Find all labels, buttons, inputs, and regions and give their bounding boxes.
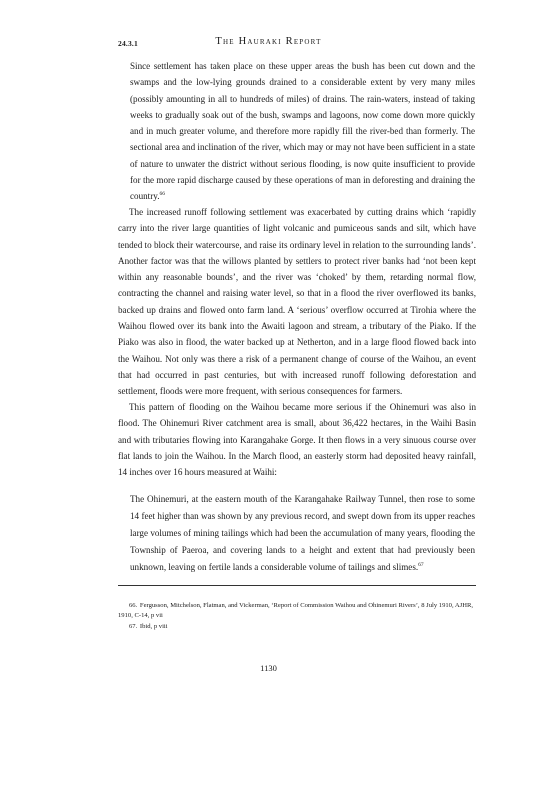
footnote-text: Fergusson, Mitchelson, Flatman, and Vickerman, ‘Report of Commission Waihou and Ohinemuri Rivers’, 8 July 1910, AJHR, 1910, C-14, p vii xyxy=(118,602,474,619)
block-quote-1-text: Since settlement has taken place on these upper areas the bush has been cut down and the swamps and the low-lying grounds drained to a considerable extent by very many miles (possibly amounting in all to hundreds of miles) of drains. The rain-waters, instead of taking weeks to gradually soak out of the bush, swamps and lagoons, now come down more quickly and in much greater volume, and therefore more rapidly fill the river-bed than formerly. The sectional area and inclination of the river, which may or may not have been sufficient in a state of nature to unwater the district without serious flooding, is now quite insufficient to provide for the more rapid discharge caused by these operations of man in deforesting and draining the country. xyxy=(130,61,475,202)
footnotes xyxy=(118,601,476,632)
running-title: The Hauraki Report xyxy=(215,36,322,47)
block-quote-1 xyxy=(130,58,475,205)
body-paragraph-2: This pattern of flooding on the Waihou became more serious if the Ohinemuri was also in flood. The Ohinemuri River catchment area is small, about 36,422 hectares, in the Waihi Basin and with tributaries flowing into Karangahake Gorge. It then flows in a very sinuous course over flat lands to join the Waihou. In the March flood, an easterly storm had deposited heavy rainfall, 14 inches over 16 hours measured at Waihi: xyxy=(118,402,476,478)
footnote-text: Ibid, p viii xyxy=(139,622,168,630)
footnote-divider xyxy=(118,585,476,586)
footnote-67 xyxy=(118,622,476,632)
block-quote-2-text: The Ohinemuri, at the eastern mouth of the Karangahake Railway Tunnel, then rose to some 14 feet higher than was shown by any previous record, and swept down from its upper reaches large volumes of mining tailings which had been the accumulation of many years, flooding the Township of Paeroa, and covering lands to a height and extent that had previously been unknown, leaving on fertile lands a considerable volume of tailings and slimes. xyxy=(130,494,475,572)
footnote-ref-67[interactable]: 67 xyxy=(418,561,424,568)
footnote-66 xyxy=(118,601,476,621)
page-number: 1130 xyxy=(260,663,277,673)
section-number: 24.3.1 xyxy=(118,39,138,48)
block-quote-2 xyxy=(130,491,475,576)
footnote-number: 67. xyxy=(129,622,138,630)
footnote-ref-66[interactable]: 66 xyxy=(159,191,165,198)
body-paragraph-1: The increased runoff following settlement was exacerbated by cutting drains which ‘rapidly carry into the river large quantities of light volcanic and pumiceous sands and silt, which have tended to block their watercourse, and raise its ordinary level in relation to the surrounding lands’. Another factor was that the willows planted by settlers to protect river banks had ‘not been kept within any reasonable bounds’, and the river was ‘choked’ by them, retarding normal flow, contracting the channel and raising water level, so that in a flood the river overflowed its banks, backed up drains and flowed onto farm land. A ‘serious’ overflow occurred at Tirohia where the Waihou flowed over its bank into the Awaiti lagoon and stream, a tributary of the Piako. If the Piako was also in flood, the water backed up at Netherton, and in a large flood flowed back into the Waihou. Not only was there a risk of a permanent change of course of the Waihou, an event that had occurred in past centuries, but with increased runoff following deforestation and settlement, floods were more frequent, with serious consequences for farmers. xyxy=(118,207,476,397)
footnote-number: 66. xyxy=(129,602,138,609)
